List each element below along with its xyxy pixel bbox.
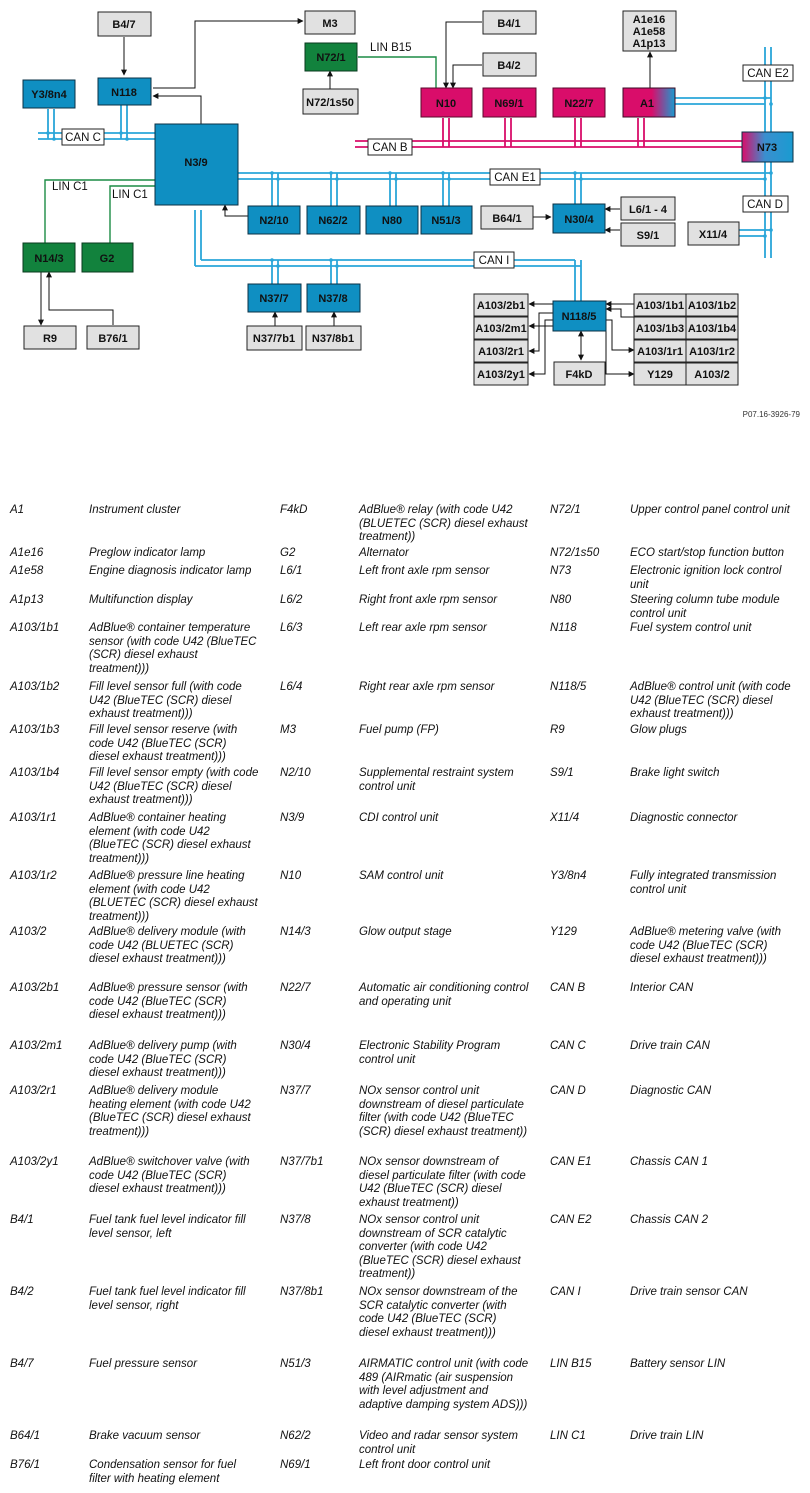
legend-description: Fill level sensor empty (with code U42 (BlueTEC (SCR) diesel exhaust treatment))) [89,767,259,806]
legend-description: Interior CAN [630,982,694,994]
svg-text:N14/3: N14/3 [34,253,64,265]
svg-text:N72/1: N72/1 [316,52,346,64]
svg-text:N37/8b1: N37/8b1 [311,333,355,345]
legend-code: CAN E2 [550,1214,592,1226]
legend-code: Y3/8n4 [550,870,587,882]
legend-description: Upper control panel control unit [630,504,790,516]
legend-description: Brake vacuum sensor [89,1430,201,1442]
svg-text:CAN B: CAN B [372,142,408,154]
legend-code: N37/7b1 [280,1156,324,1168]
svg-text:F4kD: F4kD [565,369,593,381]
legend-code: B64/1 [10,1430,41,1442]
legend-description: Fill level sensor full (with code U42 (BlueTEC (SCR) diesel exhaust treatment))) [89,681,242,720]
bus-label-lin-c1-right: LIN C1 [112,189,148,201]
legend-description: Diagnostic connector [630,812,738,824]
legend-code: N10 [280,870,302,882]
legend-code: S9/1 [550,767,574,779]
legend-description: Automatic air conditioning control and operating unit [359,982,529,1008]
svg-text:A103/1r1: A103/1r1 [637,346,683,358]
svg-text:A1e58: A1e58 [632,26,666,38]
legend-description: NOx sensor control unit downstream of SCR catalytic converter (with code U42 (BlueTEC (SCR) diesel exhaust treatment)) [359,1214,521,1280]
legend-description: Fuel pressure sensor [89,1358,198,1370]
svg-text:N30/4: N30/4 [564,214,594,226]
legend-description: AIRMATIC control unit (with code 489 (AIRmatic (air suspension with level adjustment and adaptive damping system ADS))) [359,1358,529,1411]
legend-code: L6/3 [280,622,303,634]
svg-text:N22/7: N22/7 [564,98,594,110]
legend-code: L6/4 [280,681,303,693]
legend-description: Drive train LIN [630,1430,704,1442]
legend-code: Y129 [550,926,577,938]
legend-code: X11/4 [550,812,580,824]
legend-description: Right front axle rpm sensor [359,594,498,606]
svg-text:N62/2: N62/2 [318,215,348,227]
svg-text:Y3/8n4: Y3/8n4 [31,89,67,101]
svg-text:N10: N10 [435,98,457,110]
legend-description: AdBlue® control unit (with code U42 (BlueTEC (SCR) diesel exhaust treatment))) [630,681,791,720]
svg-text:A1p13: A1p13 [632,38,666,50]
legend-code: A1 [10,504,25,516]
legend-description: Brake light switch [630,767,720,779]
legend-description: Condensation sensor for fuel filter with heating element [89,1459,237,1485]
svg-text:CAN E1: CAN E1 [494,172,536,184]
legend-code: B76/1 [10,1459,41,1471]
legend-code: N62/2 [280,1430,311,1442]
svg-text:CAN I: CAN I [478,255,510,267]
legend-description: Electronic ignition lock control unit [630,565,782,591]
svg-text:B4/1: B4/1 [497,18,521,30]
svg-text:A103/1b2: A103/1b2 [687,300,737,312]
legend-description: AdBlue® pressure line heating element (with code U42 (BLUETEC (SCR) diesel exhaust treatment))) [89,870,258,923]
legend-description: NOx sensor downstream of the SCR catalytic converter (with code U42 (BlueTEC (SCR) diesel exhaust treatment))) [359,1286,518,1339]
legend-code: A1p13 [10,594,44,606]
legend-description: Fill level sensor reserve (with code U42 (BlueTEC (SCR) diesel exhaust treatment))) [89,724,238,763]
legend-description: Left front axle rpm sensor [359,565,490,577]
legend-description: Drive train sensor CAN [630,1286,748,1298]
legend-description: SAM control unit [359,870,444,882]
legend-code: N3/9 [280,812,305,824]
legend-description: Glow plugs [630,724,687,736]
svg-text:L6/1 - 4: L6/1 - 4 [629,204,667,216]
legend-description: Right rear axle rpm sensor [359,681,495,693]
svg-text:N37/7: N37/7 [259,293,289,305]
legend-code: A1e58 [10,565,44,577]
legend-code: L6/2 [280,594,303,606]
svg-text:A103/2m1: A103/2m1 [475,323,527,335]
svg-text:A103/1b4: A103/1b4 [687,323,737,335]
legend-description: Electronic Stability Program control unit [359,1040,501,1066]
legend-description: CDI control unit [359,812,439,824]
legend-description: AdBlue® container temperature sensor (with code U42 (BlueTEC (SCR) diesel exhaust treatment))) [89,622,257,675]
svg-text:A103/1r2: A103/1r2 [689,346,735,358]
legend-code: A103/2y1 [10,1156,59,1168]
legend-code: F4kD [280,504,308,516]
svg-text:A103/1b3: A103/1b3 [635,323,685,335]
legend-code: N118/5 [550,681,587,693]
svg-text:N73: N73 [756,142,778,154]
legend-code: N2/10 [280,767,311,779]
legend-description: AdBlue® delivery module (with code U42 (BLUETEC (SCR) diesel exhaust treatment))) [89,926,246,965]
legend-description: Multifunction display [89,594,193,606]
legend-description: Alternator [359,547,409,559]
legend-description: Fuel pump (FP) [359,724,439,736]
legend-description: Video and radar sensor system control unit [359,1430,518,1456]
svg-text:N3/9: N3/9 [184,157,208,169]
legend-code: N80 [550,594,572,606]
svg-text:Y129: Y129 [647,369,673,381]
bus-label-lin-c1-left: LIN C1 [52,181,88,193]
legend-description: Preglow indicator lamp [89,547,206,559]
legend-description: Chassis CAN 2 [630,1214,708,1226]
legend-description: AdBlue® delivery pump (with code U42 (BlueTEC (SCR) diesel exhaust treatment))) [89,1040,237,1079]
legend-code: A1e16 [10,547,44,559]
legend-description: Chassis CAN 1 [630,1156,708,1168]
bus-label-lin-b15: LIN B15 [370,42,412,54]
svg-text:A103/2r1: A103/2r1 [478,346,524,358]
legend-code: L6/1 [280,565,303,577]
legend-description: Supplemental restraint system control unit [359,767,514,793]
svg-text:CAN C: CAN C [65,132,101,144]
legend-code: N73 [550,565,572,577]
legend-description: Glow output stage [359,926,452,938]
legend-code: CAN I [550,1286,581,1298]
legend-code: LIN C1 [550,1430,586,1442]
svg-text:N2/10: N2/10 [259,215,289,227]
legend-code: A103/1b4 [10,767,60,779]
legend-description: AdBlue® switchover valve (with code U42 (BlueTEC (SCR) diesel exhaust treatment))) [89,1156,250,1195]
svg-text:A103/2: A103/2 [694,369,730,381]
svg-text:G2: G2 [99,253,115,265]
legend-description: AdBlue® pressure sensor (with code U42 (BlueTEC (SCR) diesel exhaust treatment))) [89,982,248,1021]
legend-code: A103/2b1 [10,982,60,994]
legend-code: CAN B [550,982,586,994]
svg-text:A103/2b1: A103/2b1 [476,300,526,312]
svg-text:N37/7b1: N37/7b1 [252,333,296,345]
legend-code: N51/3 [280,1358,311,1370]
svg-text:N72/1s50: N72/1s50 [306,97,354,109]
legend-code: A103/2r1 [10,1085,57,1097]
svg-text:M3: M3 [322,18,338,30]
figure-reference-code: P07.16-3926-79 [742,410,800,419]
legend-description: Steering column tube module control unit [630,594,780,620]
legend-description: Fuel tank fuel level indicator fill level sensor, right [89,1286,246,1312]
svg-text:A103/1b1: A103/1b1 [635,300,685,312]
legend-code: CAN E1 [550,1156,592,1168]
legend-description: Left front door control unit [359,1459,491,1471]
legend-code: M3 [280,724,296,736]
legend-code: G2 [280,547,296,559]
legend-code: A103/1b3 [10,724,60,736]
legend-code: N37/8 [280,1214,311,1226]
legend-description: Fully integrated transmission control unit [630,870,777,896]
legend-code: N22/7 [280,982,311,994]
legend-code: LIN B15 [550,1358,592,1370]
legend-description: NOx sensor downstream of diesel particulate filter (with code U42 (BlueTEC (SCR) diesel exhaust treatment)) [359,1156,526,1209]
legend-description: AdBlue® delivery module heating element (with code U42 (BlueTEC (SCR) diesel exhaust treatment))) [89,1085,251,1138]
svg-text:A103/2y1: A103/2y1 [477,369,525,381]
legend-code: CAN D [550,1085,586,1097]
legend-description: ECO start/stop function button [630,547,785,559]
legend-description: AdBlue® container heating element (with code U42 (BlueTEC (SCR) diesel exhaust treatment))) [89,812,251,865]
svg-text:A1e16: A1e16 [632,14,666,26]
legend-description: NOx sensor control unit downstream of diesel particulate filter (with code U42 (BlueTEC (SCR) diesel exhaust treatment)) [359,1085,528,1138]
legend-description: AdBlue® relay (with code U42 (BLUETEC (SCR) diesel exhaust treatment)) [359,504,528,543]
legend-description: AdBlue® metering valve (with code U42 (BlueTEC (SCR) diesel exhaust treatment))) [630,926,782,965]
legend-code: R9 [550,724,565,736]
legend-code: N118 [550,622,577,634]
svg-text:B4/7: B4/7 [112,19,136,31]
legend-code: A103/1b1 [10,622,60,634]
legend-description: Left rear axle rpm sensor [359,622,487,634]
svg-text:N69/1: N69/1 [494,98,524,110]
legend-code: N69/1 [280,1459,311,1471]
legend-description: Engine diagnosis indicator lamp [89,565,252,577]
legend-code: N37/8b1 [280,1286,324,1298]
legend-code: N72/1 [550,504,581,516]
legend-description: Diagnostic CAN [630,1085,712,1097]
legend-code: A103/1r2 [10,870,57,882]
legend-code: N72/1s50 [550,547,600,559]
svg-text:B64/1: B64/1 [492,213,522,225]
legend-description: Fuel system control unit [630,622,752,634]
svg-text:N80: N80 [381,215,403,227]
svg-text:N51/3: N51/3 [431,215,461,227]
legend-description: Drive train CAN [630,1040,710,1052]
legend-code: A103/1b2 [10,681,60,693]
svg-text:B4/2: B4/2 [497,60,521,72]
legend-code: N37/7 [280,1085,311,1097]
legend-code: A103/1r1 [10,812,57,824]
legend-code: B4/1 [10,1214,34,1226]
svg-text:A1: A1 [639,98,655,110]
legend-code: A103/2m1 [10,1040,63,1052]
legend-code: CAN C [550,1040,586,1052]
svg-text:CAN E2: CAN E2 [747,68,789,80]
legend-code: B4/2 [10,1286,34,1298]
svg-text:N118/5: N118/5 [561,311,597,323]
svg-text:S9/1: S9/1 [636,230,660,242]
svg-text:R9: R9 [42,333,58,345]
svg-text:X11/4: X11/4 [698,229,728,241]
legend-code: B4/7 [10,1358,34,1370]
legend-description: Instrument cluster [89,504,181,516]
legend-code: N30/4 [280,1040,311,1052]
svg-text:CAN D: CAN D [747,199,783,211]
svg-text:B76/1: B76/1 [98,333,128,345]
svg-text:N118: N118 [111,87,137,99]
legend-description: Battery sensor LIN [630,1358,726,1370]
legend-code: A103/2 [10,926,47,938]
legend-description: Fuel tank fuel level indicator fill level sensor, left [89,1214,246,1240]
svg-text:N37/8: N37/8 [318,293,348,305]
legend-code: N14/3 [280,926,311,938]
